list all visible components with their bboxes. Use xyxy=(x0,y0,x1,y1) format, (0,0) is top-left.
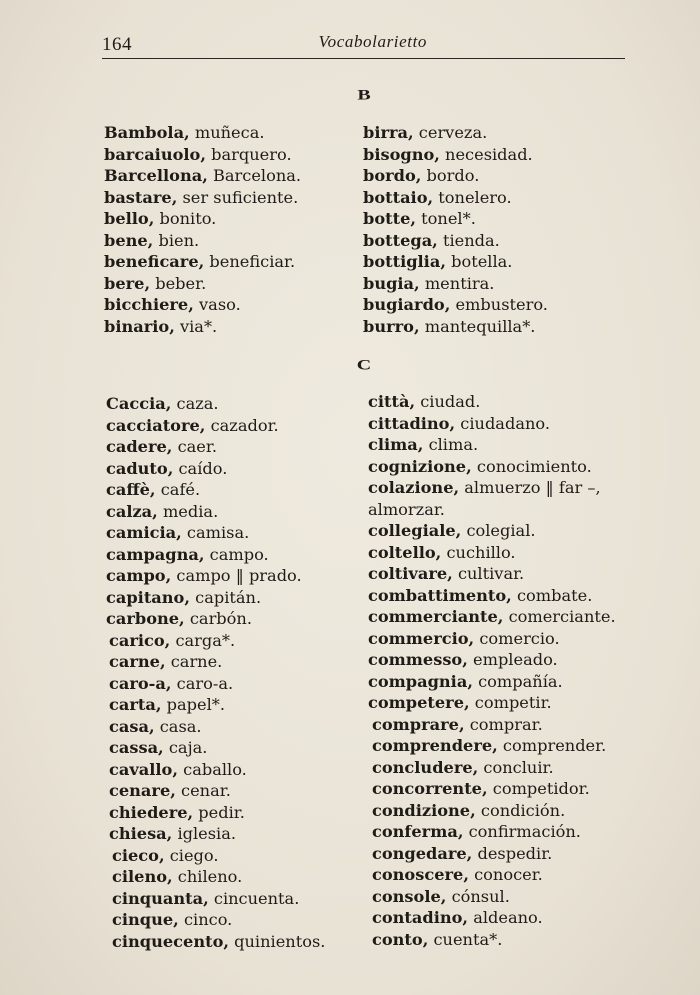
spanish-translation: cónsul. xyxy=(446,886,510,906)
vocab-entry xyxy=(104,230,301,252)
italian-headword: conoscere, xyxy=(372,865,469,884)
italian-headword: cavallo, xyxy=(109,759,178,779)
spanish-translation: cenar. xyxy=(175,781,231,800)
italian-headword: commerciante, xyxy=(368,607,504,626)
italian-headword: conto, xyxy=(372,929,429,949)
italian-headword: bottega, xyxy=(363,230,438,250)
spanish-translation: ciego. xyxy=(164,845,219,865)
spanish-translation: cazador. xyxy=(205,415,279,435)
italian-headword: collegiale, xyxy=(368,521,462,540)
italian-headword: binario, xyxy=(104,316,175,336)
spanish-translation: despedir. xyxy=(472,843,553,863)
spanish-translation: cuenta*. xyxy=(428,929,503,949)
italian-headword: barcaiuolo, xyxy=(104,144,206,164)
spanish-translation: bonito. xyxy=(154,209,217,228)
vocab-entry xyxy=(372,821,620,843)
spanish-translation: carga*. xyxy=(170,630,236,650)
italian-headword: bordo, xyxy=(363,166,422,185)
italian-headword: cileno, xyxy=(112,867,173,886)
spanish-translation: aldeano. xyxy=(468,908,543,927)
vocab-entry xyxy=(368,649,616,671)
spanish-translation: quinientos. xyxy=(229,931,326,951)
running-title: Vocabolarietto xyxy=(318,32,427,51)
vocab-entry xyxy=(372,778,620,800)
header-rule xyxy=(102,58,625,59)
vocab-entry xyxy=(372,843,620,865)
vocab-entry xyxy=(104,294,301,316)
italian-headword: birra, xyxy=(363,123,414,142)
spanish-translation: comercio. xyxy=(474,628,560,648)
italian-headword: cinquanta, xyxy=(112,888,209,908)
italian-headword: chiesa, xyxy=(109,824,173,843)
italian-headword: città, xyxy=(368,392,416,411)
vocab-entry xyxy=(363,316,548,338)
spanish-translation: confirmación. xyxy=(463,822,581,841)
vocab-entry xyxy=(109,780,322,802)
italian-headword: casa, xyxy=(109,716,155,736)
vocab-entry xyxy=(104,144,301,166)
spanish-translation: embustero. xyxy=(450,295,548,314)
spanish-translation: campo. xyxy=(204,544,269,564)
page-header xyxy=(102,30,625,60)
italian-headword: comprendere, xyxy=(372,736,498,755)
spanish-translation: compañía. xyxy=(472,671,563,691)
spanish-translation: tonel*. xyxy=(416,209,476,228)
spanish-translation: camisa. xyxy=(181,523,250,542)
spanish-translation: caballo. xyxy=(177,759,247,779)
italian-headword: condizione, xyxy=(372,800,476,820)
vocab-entry xyxy=(106,458,319,480)
spanish-translation: conocer. xyxy=(468,865,543,884)
italian-headword: caduto, xyxy=(106,458,174,478)
spanish-translation: comerciante. xyxy=(503,607,616,626)
vocab-entry xyxy=(109,759,322,781)
vocab-entry xyxy=(368,692,616,714)
spanish-translation: carne. xyxy=(165,652,223,671)
italian-headword: comprare, xyxy=(372,714,465,734)
vocab-entry xyxy=(112,845,325,867)
vocab-entry xyxy=(104,208,301,230)
vocab-entry xyxy=(372,714,620,736)
italian-headword: contadino, xyxy=(372,908,469,927)
italian-headword: concludere, xyxy=(372,757,479,777)
vocab-entry xyxy=(112,866,325,888)
vocab-entry xyxy=(109,694,322,716)
section-b-left-column xyxy=(104,122,301,337)
spanish-translation: caza. xyxy=(171,394,219,413)
spanish-translation: chileno. xyxy=(172,867,243,886)
italian-headword: bene, xyxy=(104,230,154,250)
italian-headword: carbone, xyxy=(106,609,185,628)
italian-headword: cassa, xyxy=(109,738,164,757)
spanish-translation: colegial. xyxy=(461,521,536,540)
italian-headword: carne, xyxy=(109,652,166,671)
spanish-translation: muñeca. xyxy=(189,123,265,142)
spanish-translation: ciudad. xyxy=(415,392,481,411)
italian-headword: carta, xyxy=(109,695,162,714)
spanish-translation: cuchillo. xyxy=(441,542,516,562)
section-letter-c: C xyxy=(356,357,372,374)
vocab-entry xyxy=(368,413,616,435)
spanish-translation: competir. xyxy=(469,693,552,712)
italian-headword: bottaio, xyxy=(363,187,434,207)
italian-headword: colazione, xyxy=(368,478,460,497)
spanish-translation: comprar. xyxy=(464,714,543,734)
vocab-entry xyxy=(363,187,548,209)
vocab-entry xyxy=(368,456,616,478)
spanish-translation: almuerzo ‖ far –, xyxy=(459,478,601,497)
spanish-translation: ser suficiente. xyxy=(177,187,299,207)
spanish-translation: almorzar. xyxy=(368,499,445,519)
italian-headword: compagnia, xyxy=(368,671,473,691)
spanish-translation: papel*. xyxy=(161,695,226,714)
vocab-entry xyxy=(106,393,319,415)
spanish-translation: via*. xyxy=(174,316,218,336)
italian-headword: calza, xyxy=(106,501,158,521)
italian-headword: bere, xyxy=(104,273,151,293)
spanish-translation: tienda. xyxy=(437,230,500,250)
italian-headword: camicia, xyxy=(106,523,182,542)
section-letter-b: B xyxy=(357,87,371,104)
spanish-translation: cultivar. xyxy=(452,564,525,583)
vocab-entry xyxy=(106,587,319,609)
vocab-entry xyxy=(368,563,616,585)
spanish-translation: caro-a. xyxy=(171,673,234,693)
italian-headword: clima, xyxy=(368,435,424,454)
italian-headword: chiedere, xyxy=(109,802,194,822)
italian-headword: caffè, xyxy=(106,480,156,499)
spanish-translation: concluir. xyxy=(478,757,554,777)
italian-headword: Caccia, xyxy=(106,394,172,413)
spanish-translation: iglesia. xyxy=(172,824,237,843)
italian-headword: bugia, xyxy=(363,273,420,293)
vocab-entry xyxy=(372,800,620,822)
italian-headword: bastare, xyxy=(104,187,178,207)
italian-headword: commercio, xyxy=(368,628,475,648)
vocab-entry xyxy=(363,122,548,144)
section-c-left-column xyxy=(106,393,326,952)
vocab-entry xyxy=(106,479,319,501)
vocab-entry xyxy=(104,273,301,295)
vocab-entry xyxy=(363,230,548,252)
vocab-entry xyxy=(363,144,548,166)
vocab-entry xyxy=(363,208,548,230)
vocab-entry xyxy=(372,757,620,779)
italian-headword: cinquecento, xyxy=(112,931,229,951)
italian-headword: bugiardo, xyxy=(363,295,451,314)
italian-headword: combattimento, xyxy=(368,585,512,605)
vocab-entry xyxy=(372,735,620,757)
italian-headword: beneficare, xyxy=(104,252,205,271)
spanish-translation: necesidad. xyxy=(439,144,533,164)
vocab-entry xyxy=(368,628,616,650)
spanish-translation: comprender. xyxy=(497,736,607,755)
vocab-entry xyxy=(363,165,548,187)
spanish-translation: tonelero. xyxy=(433,187,512,207)
spanish-translation: competidor. xyxy=(487,779,590,798)
page-number: 164 xyxy=(102,34,132,55)
italian-headword: cenare, xyxy=(109,781,176,800)
spanish-translation: botella. xyxy=(445,252,513,271)
vocab-entry xyxy=(109,823,322,845)
vocab-entry xyxy=(104,122,301,144)
section-c-right-column xyxy=(368,391,616,950)
italian-headword: concorrente, xyxy=(372,779,488,798)
vocab-entry xyxy=(109,673,322,695)
vocab-entry xyxy=(363,273,548,295)
vocab-entry xyxy=(363,251,548,273)
italian-headword: bisogno, xyxy=(363,144,440,164)
spanish-translation: Barcelona. xyxy=(207,166,302,185)
spanish-translation: mantequilla*. xyxy=(419,316,536,336)
italian-headword: burro, xyxy=(363,316,420,336)
spanish-translation: conocimiento. xyxy=(471,456,592,476)
spanish-translation: casa. xyxy=(154,716,202,736)
vocab-entry xyxy=(109,716,322,738)
italian-headword: campagna, xyxy=(106,544,205,564)
spanish-translation: condición. xyxy=(475,800,566,820)
spanish-translation: campo ‖ prado. xyxy=(171,566,302,585)
vocab-entry xyxy=(112,931,325,953)
vocab-entry xyxy=(109,630,322,652)
spanish-translation: capitán. xyxy=(189,587,262,607)
italian-headword: cacciatore, xyxy=(106,415,206,435)
vocab-entry xyxy=(106,501,319,523)
spanish-translation: caído. xyxy=(173,458,228,478)
vocab-entry xyxy=(109,802,322,824)
spanish-translation: cinco. xyxy=(178,910,233,929)
vocab-entry xyxy=(368,585,616,607)
italian-headword: carico, xyxy=(109,630,171,650)
vocab-entry xyxy=(368,520,616,542)
italian-headword: bicchiere, xyxy=(104,295,194,314)
vocab-entry xyxy=(106,544,319,566)
vocab-entry xyxy=(106,436,319,458)
spanish-translation: media. xyxy=(157,501,219,521)
italian-headword: coltivare, xyxy=(368,564,453,583)
spanish-translation: caer. xyxy=(172,437,217,456)
spanish-translation: bien. xyxy=(153,230,200,250)
vocab-entry xyxy=(372,907,620,929)
italian-headword: console, xyxy=(372,886,447,906)
italian-headword: capitano, xyxy=(106,587,190,607)
vocab-entry xyxy=(106,608,319,630)
italian-headword: cieco, xyxy=(112,845,165,865)
italian-headword: competere, xyxy=(368,693,470,712)
italian-headword: campo, xyxy=(106,566,172,585)
italian-headword: cognizione, xyxy=(368,456,472,476)
vocab-entry xyxy=(104,187,301,209)
italian-headword: botte, xyxy=(363,209,417,228)
italian-headword: bottiglia, xyxy=(363,252,446,271)
vocab-entry xyxy=(112,909,325,931)
spanish-translation: pedir. xyxy=(193,802,245,822)
vocab-entry xyxy=(368,434,616,456)
italian-headword: cadere, xyxy=(106,437,173,456)
spanish-translation: vaso. xyxy=(193,295,241,314)
section-b-right-column xyxy=(363,122,548,337)
italian-headword: commesso, xyxy=(368,650,468,669)
italian-headword: congedare, xyxy=(372,843,473,863)
vocab-entry xyxy=(104,251,301,273)
italian-headword: coltello, xyxy=(368,542,442,562)
vocab-entry xyxy=(363,294,548,316)
spanish-translation: beneficiar. xyxy=(204,252,296,271)
vocab-entry xyxy=(372,929,620,951)
vocab-entry xyxy=(106,522,319,544)
vocab-entry xyxy=(109,651,322,673)
spanish-translation: ciudadano. xyxy=(455,413,550,433)
vocab-entry xyxy=(104,165,301,187)
italian-headword: caro-a, xyxy=(109,673,172,693)
vocab-entry xyxy=(368,542,616,564)
spanish-translation: cincuenta. xyxy=(208,888,300,908)
italian-headword: Barcellona, xyxy=(104,166,208,185)
spanish-translation: carbón. xyxy=(184,609,252,628)
vocab-entry xyxy=(104,316,301,338)
spanish-translation: cerveza. xyxy=(413,123,488,142)
vocab-entry xyxy=(109,737,322,759)
spanish-translation: beber. xyxy=(150,273,207,293)
spanish-translation: clima. xyxy=(423,435,479,454)
vocab-entry xyxy=(372,864,620,886)
vocab-entry xyxy=(368,477,616,499)
vocab-entry xyxy=(106,565,319,587)
spanish-translation: combate. xyxy=(511,585,593,605)
italian-headword: cinque, xyxy=(112,910,179,929)
vocab-entry xyxy=(368,606,616,628)
italian-headword: cittadino, xyxy=(368,413,456,433)
vocab-entry xyxy=(368,391,616,413)
spanish-translation: mentira. xyxy=(419,273,495,293)
vocab-entry xyxy=(106,415,319,437)
spanish-translation: caja. xyxy=(163,738,208,757)
vocab-entry xyxy=(368,671,616,693)
vocab-entry xyxy=(372,886,620,908)
spanish-translation: empleado. xyxy=(467,650,558,669)
spanish-translation: bordo. xyxy=(421,166,480,185)
italian-headword: Bambola, xyxy=(104,123,190,142)
vocab-entry xyxy=(112,888,325,910)
entry-continuation xyxy=(368,499,616,521)
italian-headword: bello, xyxy=(104,209,155,228)
spanish-translation: barquero. xyxy=(205,144,292,164)
spanish-translation: café. xyxy=(155,480,201,499)
italian-headword: conferma, xyxy=(372,822,464,841)
